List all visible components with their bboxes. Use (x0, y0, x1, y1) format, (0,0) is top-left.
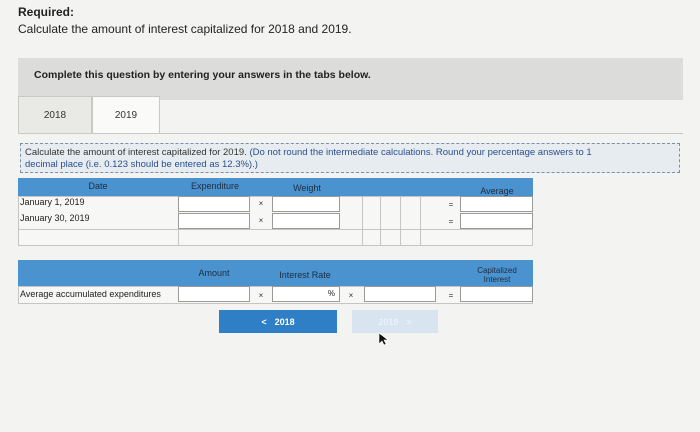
equals-sign-1: = (448, 200, 454, 209)
header-date: Date (88, 181, 108, 191)
tab-2018-label: 2018 (43, 109, 67, 121)
mouse-cursor-icon (378, 332, 390, 346)
instruction-note (20, 143, 680, 173)
tab-2018[interactable] (18, 96, 92, 134)
divider (400, 196, 401, 246)
header-capitalized-interest (462, 266, 532, 284)
equals-sign-3: = (448, 291, 454, 300)
divider (362, 196, 363, 246)
weight-input-2[interactable] (272, 213, 340, 229)
divider (420, 196, 421, 246)
note-main: Calculate the amount of interest capitalized for 2019. (25, 147, 247, 158)
average-input-2[interactable] (460, 213, 533, 229)
equals-sign-2: = (448, 217, 454, 226)
multiply-sign-1: × (258, 199, 264, 208)
capitalized-interest-input[interactable] (460, 286, 533, 302)
note-extra: (Do not round the intermediate calculations. Round your percentage answers to 1 (246, 147, 592, 158)
multiply-sign-4: × (348, 291, 354, 300)
amount-input[interactable] (178, 286, 250, 302)
header-weight: Weight (293, 183, 321, 193)
chevron-left-icon: < (261, 316, 267, 327)
row-date-2: January 30, 2019 (20, 213, 90, 223)
divider (18, 229, 533, 230)
prev-tab-label: 2018 (274, 316, 295, 327)
factor-input[interactable] (364, 286, 436, 302)
interest-rate-input[interactable] (272, 286, 340, 302)
chevron-right-icon: > (406, 316, 412, 327)
prev-tab-button[interactable] (219, 310, 337, 333)
header-amount: Amount (198, 268, 230, 278)
percent-sign: % (327, 289, 335, 298)
expenditure-input-2[interactable] (178, 213, 250, 229)
average-input-1[interactable] (460, 196, 533, 212)
divider (380, 196, 381, 246)
tab-2019[interactable] (92, 96, 160, 134)
required-title: Required: (18, 5, 75, 19)
header-average: Average (480, 186, 514, 196)
next-tab-button[interactable] (352, 310, 438, 333)
tab-2019-label: 2019 (114, 109, 138, 121)
header-capitalized-line1: Capitalized (477, 266, 517, 275)
header-interest-rate: Interest Rate (279, 270, 331, 280)
row-date-1: January 1, 2019 (20, 197, 85, 207)
next-tab-label: 2019 (378, 316, 399, 327)
multiply-sign-3: × (258, 291, 264, 300)
weight-input-1[interactable] (272, 196, 340, 212)
note-line2: decimal place (i.e. 0.123 should be entered as 12.3%).) (25, 159, 258, 170)
instruction-text: Complete this question by entering your answers in the tabs below. (34, 69, 371, 81)
required-text: Calculate the amount of interest capitalized for 2018 and 2019. (18, 22, 352, 36)
instruction-bar (18, 58, 683, 100)
expenditure-input-1[interactable] (178, 196, 250, 212)
header-capitalized-line2: Interest (483, 275, 511, 284)
row-average-accumulated: Average accumulated expenditures (20, 289, 161, 299)
multiply-sign-2: × (258, 216, 264, 225)
header-expenditure: Expenditure (190, 181, 240, 191)
